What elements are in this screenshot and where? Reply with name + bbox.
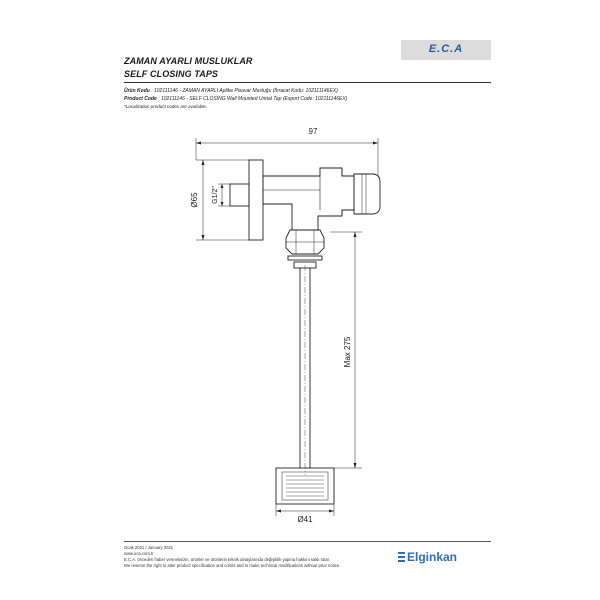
dimension-thread: G1/2"	[212, 186, 219, 204]
elginkan-logo: Elginkan	[407, 550, 458, 564]
dimension-width: 97	[308, 127, 318, 136]
localization-note: *Localization product codes are available.	[124, 104, 208, 109]
elginkan-mark-icon	[398, 552, 405, 562]
footer-disclaimer-en: We reserve the right to alter product specification and colors and to make technical modifications without prior notice.	[124, 563, 341, 568]
footer-date: Ocak 2021 / January 2021	[124, 545, 174, 550]
footer-divider	[124, 541, 491, 542]
footer-disclaimer-tr: E.C.A. önceden haber vermeksizin, ürünler ve ürünlerin teknik detaylarında değişiklik yapma hakkını saklı tutar.	[124, 557, 330, 562]
product-code-tr-label: Ürün Kodu	[124, 88, 150, 94]
title-turkish: ZAMAN AYARLI MUSLUKLAR	[124, 56, 253, 66]
dimension-bottom-diameter: Ø41	[297, 515, 313, 524]
footer-website: www.eca.com.tr	[124, 551, 154, 556]
product-code-en-label: Product Code	[124, 96, 157, 102]
product-code-en-value: : 102111146 - SELF CLOSING Wall Mounted Urinal Tap (Export Code: 102111146EX)	[158, 96, 348, 102]
title-english: SELF CLOSING TAPS	[124, 69, 219, 79]
dimension-height: Max 275	[343, 336, 352, 368]
product-code-tr-value: : 102111146 - ZAMAN AYARLI Aplike Pisuvar Musluğu (İhracat Kodu: 102111146EX)	[151, 88, 338, 94]
eca-logo-text: E.C.A	[428, 43, 464, 55]
dimension-flange-diameter: Ø65	[190, 192, 199, 208]
